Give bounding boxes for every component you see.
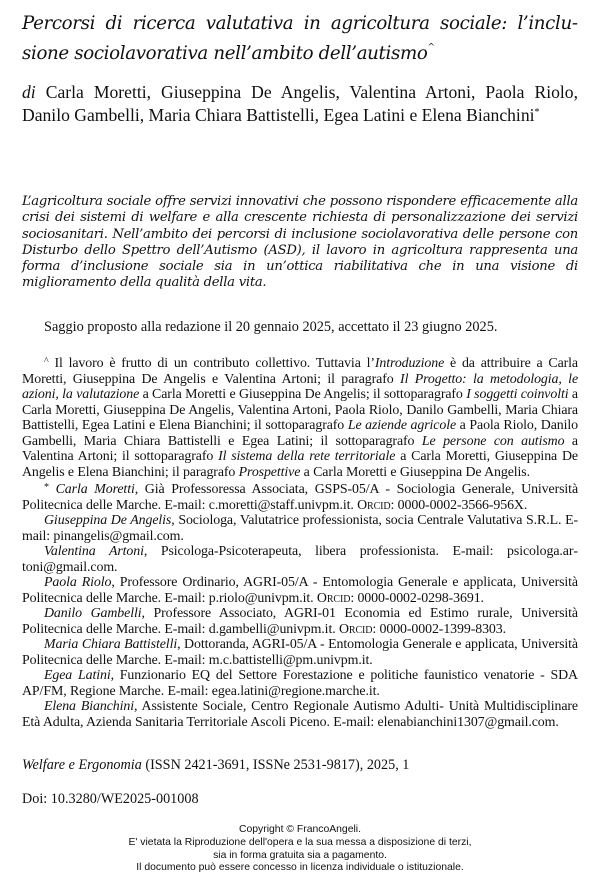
contribution-note bbox=[22, 354, 578, 480]
orcid-label: Orcid bbox=[357, 497, 391, 513]
note-text: Il lavoro è frutto di un contributo collettivo. Tuttavia l’ bbox=[48, 356, 375, 371]
affiliation-author-name: Giuseppina De Angelis bbox=[44, 513, 172, 528]
copyright-line: Il documento può essere concesso in licenza individuale o istituzionale. bbox=[136, 862, 464, 874]
journal-name: Welfare e Ergonomia bbox=[22, 757, 142, 773]
affiliation-note bbox=[22, 606, 578, 637]
affiliation-note bbox=[22, 544, 578, 575]
submission-dates: Saggio proposto alla redazione il 20 gennaio 2025, accettato il 23 giugno 2025. bbox=[44, 319, 498, 335]
journal-citation bbox=[22, 757, 578, 774]
article-title bbox=[22, 12, 578, 66]
orcid-label: Orcid bbox=[338, 621, 373, 637]
affiliation-author-name: Elena Bianchini bbox=[44, 699, 134, 714]
title-footnote-marker: ^ bbox=[427, 43, 435, 53]
affiliation-marker: * bbox=[44, 482, 49, 493]
section-title: Prospettive bbox=[238, 464, 301, 480]
affiliation-author-name: Carla Moretti bbox=[55, 482, 135, 497]
affiliation-text: , Psicologa-Psicoterapeuta, libera professionista. E-mail: psicologa.artoni@gmail.com. bbox=[22, 544, 578, 575]
note-text: a Carla Moretti, Giuseppina De Angelis e Elena Bianchini; il paragrafo bbox=[22, 449, 578, 480]
affiliation-text: , Sociologa, Valutatrice professionista, socia Centrale Valutativa S.R.L. E-mail: pinangelis@gmail.com. bbox=[22, 513, 578, 544]
copyright-line: Copyright © FrancoAngeli. bbox=[238, 824, 361, 835]
affiliation-note bbox=[22, 575, 578, 606]
section-title: Il Progetto: la metodologia, le azioni, la valutazione bbox=[22, 371, 579, 402]
orcid-id: : 0000-0002-3566-956X. bbox=[390, 497, 528, 513]
footnotes bbox=[22, 354, 578, 730]
orcid-id: : 0000-0002-0298-3691. bbox=[350, 590, 484, 606]
affiliation-note bbox=[22, 637, 578, 668]
journal-details: (ISSN 2421-3691, ISSNe 2531-9817), 2025, 1 bbox=[141, 757, 410, 773]
author-prefix: di bbox=[22, 82, 36, 102]
affiliation-note bbox=[22, 668, 578, 699]
note-text: a Carla Moretti e Giuseppina De Angelis; il sottoparagrafo bbox=[139, 387, 467, 402]
article-title-text: Percorsi di ricerca valutativa in agricoltura sociale: l’inclusione sociolavorativa nell’ambito dell’autismo bbox=[22, 13, 578, 64]
contribution-note-marker: ^ bbox=[44, 356, 49, 367]
note-text: a Carla Moretti e Giuseppina De Angelis. bbox=[300, 464, 530, 480]
affiliation-author-name: Egea Latini bbox=[44, 668, 111, 683]
author-names: Carla Moretti, Giuseppina De Angelis, Valentina Artoni, Paola Riolo, Danilo Gambelli, Maria Chiara Battistelli, Egea Latini e Elena Bianchini bbox=[22, 82, 579, 125]
affiliation-text: , Dottoranda, AGRI-05/A - Entomologia Generale e applicata, Università Politecnica delle Marche. E-mail: m.c.battistelli@pm.univpm.it. bbox=[22, 637, 578, 668]
note-text: è da attribuire a Carla Moretti, Giuseppina De Angelis e Valentina Artoni; il paragrafo bbox=[22, 356, 578, 387]
affiliation-author-name: Danilo Gambelli bbox=[44, 606, 142, 621]
author-list bbox=[22, 83, 578, 125]
affiliation-note bbox=[22, 480, 578, 513]
note-text: a Carla Moretti, Giuseppina De Angelis, Valentina Artoni, Paola Riolo, Danilo Gambelli, Maria Chiara Battistelli, Egea Latini e Elena Bianchini; il sottoparagrafo bbox=[22, 387, 578, 433]
affiliation-text: , Assistente Sociale, Centro Regionale Autismo Adulti- Unità Multidisciplinare Età Adulta, Azienda Sanitaria Territoriale Ascoli Piceno. E-mail: elenabianchini1307@gmail.com. bbox=[22, 699, 578, 730]
affiliation-text: , Professore Associato, AGRI-01 Economia ed Estimo rurale, Università Politecnica delle Marche. E-mail: d.gambelli@univpm.it. bbox=[22, 606, 578, 637]
author-footnote-marker: * bbox=[534, 106, 540, 118]
affiliation-author-name: Maria Chiara Battistelli bbox=[44, 637, 178, 652]
affiliation-note bbox=[22, 513, 578, 544]
note-text: a Paola Riolo, Danilo Gambelli, Maria Chiara Battistelli e Egea Latini; il sottoparagrafo bbox=[22, 418, 578, 449]
orcid-id: : 0000-0002-1399-8303. bbox=[372, 621, 506, 637]
note-text: a Valentina Artoni; il sottoparagrafo bbox=[22, 433, 578, 464]
doi: Doi: 10.3280/WE2025-001008 bbox=[22, 791, 199, 807]
copyright-line: sia in forma gratuita sia a pagamento. bbox=[213, 849, 387, 861]
section-title: I soggetti coinvolti bbox=[466, 387, 569, 402]
section-title: Le aziende agricole bbox=[347, 418, 457, 433]
affiliation-note bbox=[22, 699, 578, 730]
affiliation-author-name: Paola Riolo bbox=[44, 575, 112, 590]
section-title: Introduzione bbox=[374, 356, 445, 371]
orcid-label: Orcid bbox=[316, 590, 351, 606]
affiliation-text: , Funzionario EQ del Settore Forestazione e politiche faunistico venatorie - SDA AP/FM, Regione Marche. E-mail: egea.latini@regione.marche.it. bbox=[22, 668, 578, 699]
section-title: Il sistema della rete territoriale bbox=[218, 449, 396, 464]
affiliation-text: , Già Professoressa Associata, GSPS-05/A - Sociologia Generale, Università Politecnica delle Marche. E-mail: c.moretti@staff.univpm.it. bbox=[22, 482, 579, 513]
affiliation-text: , Professore Ordinario, AGRI-05/A - Entomologia Generale e applicata, Università Politecnica delle Marche. E-mail: p.riolo@univpm.it. bbox=[22, 575, 578, 606]
copyright-notice bbox=[0, 824, 600, 875]
section-title: Le persone con autismo bbox=[421, 433, 565, 449]
affiliation-author-name: Valentina Artoni bbox=[44, 544, 144, 559]
copyright-line: E' vietata la Riproduzione dell'opera e la sua messa a disposizione di terzi, bbox=[128, 836, 472, 848]
abstract: L’agricoltura sociale offre servizi innovativi che possono rispondere efficacemente alla crisi dei sistemi di welfare e alla crescente richiesta di personalizzazione dei servizi sociosanitari. Nell’ambito dei percorsi di inclusione sociolavorativa delle persone con Disturbo dello Spettro dell’Autismo (ASD), il lavoro in agricoltura rappresenta una forma d’inclusione sociale sia in un’ottica riabilitativa che in una visione di miglioramento della qualità della vita. bbox=[22, 194, 578, 291]
